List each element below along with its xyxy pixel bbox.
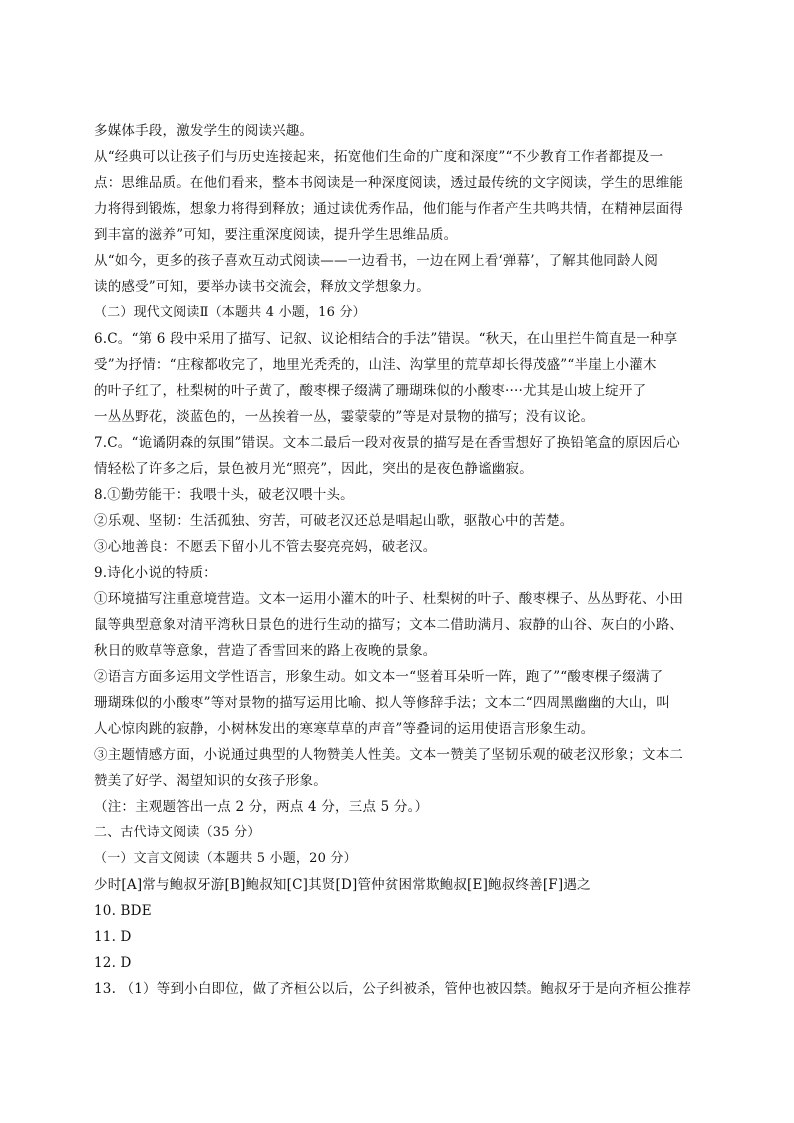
text-line: 情轻松了许多之后，景色被月光“照亮”，因此，突出的是夜色静谧幽寂。 — [94, 461, 533, 477]
answer-line: 12. D — [94, 955, 132, 971]
text-line: 读的感受”可知，要举办读书交流会，释放文学想象力。 — [94, 279, 430, 295]
text-line: 9.诗化小说的特质： — [94, 565, 217, 581]
text-line: 点：思维品质。在他们看来，整本书阅读是一种深度阅读，透过最传统的文字阅读，学生的思维能 — [94, 175, 684, 191]
text-line: 人心惊肉跳的寂静，小树林发出的寒寒草草的声音”等叠词的运用使语言形象生动。 — [94, 721, 595, 737]
text-line: 少时[A]常与鲍叔牙游[B]鲍叔知[C]其贤[D]管仲贫困常欺鲍叔[E]鲍叔终善[F]遇之 — [94, 877, 591, 893]
answer-line: 13. （1）等到小白即位，做了齐桓公以后，公子纠被杀，管仲也被囚禁。鲍叔牙于是向齐桓公推荐 — [94, 981, 692, 997]
section-heading: （一）文言文阅读（本题共 5 小题，20 分） — [94, 851, 357, 866]
text-line: 赞美了好学、渴望知识的女孩子形象。 — [94, 773, 327, 789]
text-line: 8.①勤劳能干：我喂十头，破老汉喂十头。 — [94, 487, 354, 503]
text-line: 多媒体手段，激发学生的阅读兴趣。 — [94, 123, 314, 139]
text-line: ③心地善良：不愿丢下留小儿不管去娶亮亮妈，破老汉。 — [94, 539, 437, 555]
text-line: 珊瑚珠似的小酸枣”等对景物的描写运用比喻、拟人等修辞手法；文本二“四周黑幽幽的大山，叫 — [94, 695, 670, 711]
document-page — [94, 118, 714, 1002]
text-line: 的叶子红了，杜梨树的叶子黄了，酸枣棵子缀满了珊瑚珠似的小酸枣····尤其是山坡上绽开了 — [94, 383, 647, 399]
text-line: ③主题情感方面，小说通过典型的人物赞美人性美。文本一赞美了坚韧乐观的破老汉形象；文本二 — [94, 747, 684, 763]
text-line: 到丰富的滋养”可知，要注重深度阅读，提升学生思维品质。 — [94, 227, 458, 243]
text-line: 一丛丛野花，淡蓝色的，一丛挨着一丛，霎蒙蒙的”等是对景物的描写；没有议论。 — [94, 409, 595, 425]
text-line: 力将得到锻炼，想象力将得到释放；通过读优秀作品，他们能与作者产生共鸣共情，在精神层面得 — [94, 201, 684, 217]
text-line: 6.C。“第 6 段中采用了描写、记叙、议论相结合的手法”错误。“秋天，在山里拦牛简直是一种享 — [94, 331, 678, 347]
section-heading: 二、古代诗文阅读（35 分） — [94, 825, 261, 840]
text-line: ②语言方面多运用文学性语言，形象生动。如文本一“竖着耳朵听一阵，跑了”“酸枣棵子缀满了 — [94, 669, 664, 685]
text-line: 7.C。“诡谲阴森的氛围”错误。文本二最后一段对夜景的描写是在香雪想好了换铅笔盒的原因后心 — [94, 435, 681, 451]
text-line: 秋日的败草等意象，营造了香雪回来的路上夜晚的景象。 — [94, 643, 437, 659]
answer-line: 10. BDE — [94, 903, 152, 919]
text-line: 鼠等典型意象对清平湾秋日景色的进行生动的描写；文本二借助满月、寂静的山谷、灰白的小路、 — [94, 617, 684, 633]
text-line: 从“经典可以让孩子们与历史连接起来，拓宽他们生命的广度和深度”“不少教育工作者都提及一 — [94, 149, 664, 165]
answer-line: 11. D — [94, 929, 132, 945]
text-line: 受”为抒情：“庄稼都收完了，地里光秃秃的，山洼、沟掌里的荒草却长得茂盛”“半崖上小灌木 — [94, 357, 657, 373]
text-line: ②乐观、坚韧：生活孤独、穷苦，可破老汉还总是唱起山歌，驱散心中的苦楚。 — [94, 513, 574, 529]
section-heading: （二）现代文阅读Ⅱ（本题共 4 小题，16 分） — [94, 305, 366, 320]
text-line: 从“如今，更多的孩子喜欢互动式阅读——一边看书，一边在网上看‘弹幕’，了解其他同龄人阅 — [94, 253, 659, 269]
text-line: ①环境描写注重意境营造。文本一运用小灌木的叶子、杜梨树的叶子、酸枣棵子、丛丛野花、小田 — [94, 591, 684, 607]
text-line: （注：主观题答出一点 2 分，两点 4 分，三点 5 分。） — [94, 799, 429, 815]
